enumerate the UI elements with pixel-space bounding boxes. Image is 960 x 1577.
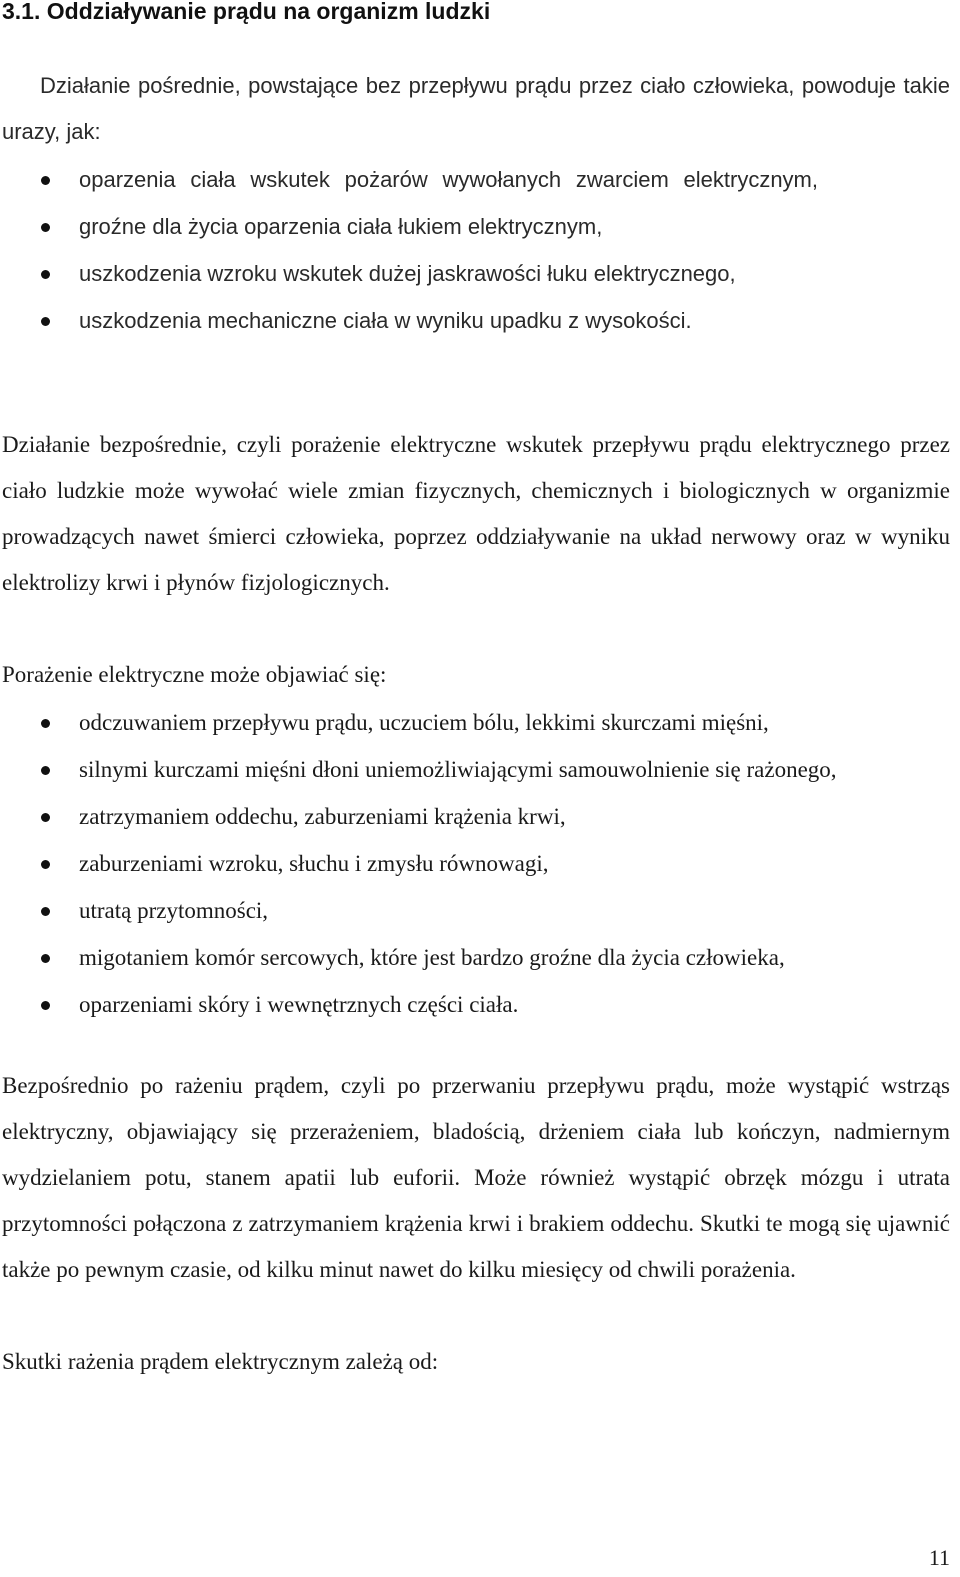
list-item	[0, 250, 950, 297]
indirect-intro: Działanie pośrednie, powstające bez przepływu prądu przez ciało człowieka, powoduje takie urazy, jak:	[2, 73, 950, 144]
list-item-text: zaburzeniami wzroku, słuchu i zmysłu równowagi,	[79, 851, 549, 876]
indirect-effects-list	[0, 156, 950, 344]
bullet-icon	[41, 907, 50, 916]
list-item-text: oparzenia ciała wskutek pożarów wywołanych zwarciem elektrycznym,	[79, 167, 818, 192]
after-effects-paragraph: Bezpośrednio po rażeniu prądem, czyli po przerwaniu przepływu prądu, może wystąpić wstrząs elektryczny, objawiający się przerażeniem, bladością, drżeniem ciała lub kończyn, nadmiernym wydzielaniem potu, stanem apatii lub euforii. Może również wystąpić obrzęk mózgu i utrata przytomności połączona z zatrzymaniem krążenia krwi i brakiem oddechu. Skutki te mogą się ujawnić także po pewnym czasie, od kilku minut nawet do kilku miesięcy od chwili porażenia.	[2, 1073, 950, 1282]
list-item-text: oparzeniami skóry i wewnętrznych części ciała.	[79, 992, 519, 1017]
list-item-text: utratą przytomności,	[79, 898, 269, 923]
bullet-icon	[41, 813, 50, 822]
bullet-icon	[41, 176, 50, 185]
page-number: 11	[928, 1545, 950, 1570]
list-item	[0, 793, 950, 840]
list-item-text: uszkodzenia wzroku wskutek dużej jaskrawości łuku elektrycznego,	[79, 261, 736, 286]
list-item-text: zatrzymaniem oddechu, zaburzeniami krążenia krwi,	[79, 804, 566, 829]
list-item-text: groźne dla życia oparzenia ciała łukiem elektrycznym,	[79, 214, 603, 239]
bullet-icon	[41, 270, 50, 279]
list-item-text: silnymi kurczami mięśni dłoni uniemożliwiającymi samouwolnienie się rażonego,	[79, 757, 837, 782]
bullet-icon	[41, 223, 50, 232]
bullet-icon	[41, 1001, 50, 1010]
list-item	[0, 887, 950, 934]
direct-intro: Porażenie elektryczne może objawiać się:	[2, 662, 387, 687]
list-item-text: migotaniem komór sercowych, które jest bardzo groźne dla życia człowieka,	[79, 945, 785, 970]
list-item	[0, 297, 950, 344]
list-item	[0, 981, 950, 1028]
bullet-icon	[41, 317, 50, 326]
bullet-icon	[41, 954, 50, 963]
list-item	[0, 699, 950, 746]
bullet-icon	[41, 860, 50, 869]
bullet-icon	[41, 719, 50, 728]
bullet-icon	[41, 766, 50, 775]
list-item	[0, 203, 950, 250]
shock-symptoms-list	[0, 699, 950, 1028]
list-item-text: odczuwaniem przepływu prądu, uczuciem bólu, lekkimi skurczami mięśni,	[79, 710, 769, 735]
closing-line: Skutki rażenia prądem elektrycznym zależą od:	[2, 1349, 439, 1374]
list-item	[0, 840, 950, 887]
list-item-text: uszkodzenia mechaniczne ciała w wyniku upadku z wysokości.	[79, 308, 692, 333]
direct-paragraph: Działanie bezpośrednie, czyli porażenie elektryczne wskutek przepływu prądu elektrycznego przez ciało ludzkie może wywołać wiele zmian fizycznych, chemicznych i biologicznych w organizmie prowadzących nawet śmierci człowieka, poprzez oddziaływanie na układ nerwowy oraz w wyniku elektrolizy krwi i płynów fizjologicznych.	[2, 432, 950, 595]
list-item	[0, 156, 950, 203]
list-item	[0, 746, 950, 793]
section-heading: 3.1. Oddziaływanie prądu na organizm ludzki	[2, 0, 491, 24]
list-item	[0, 934, 950, 981]
